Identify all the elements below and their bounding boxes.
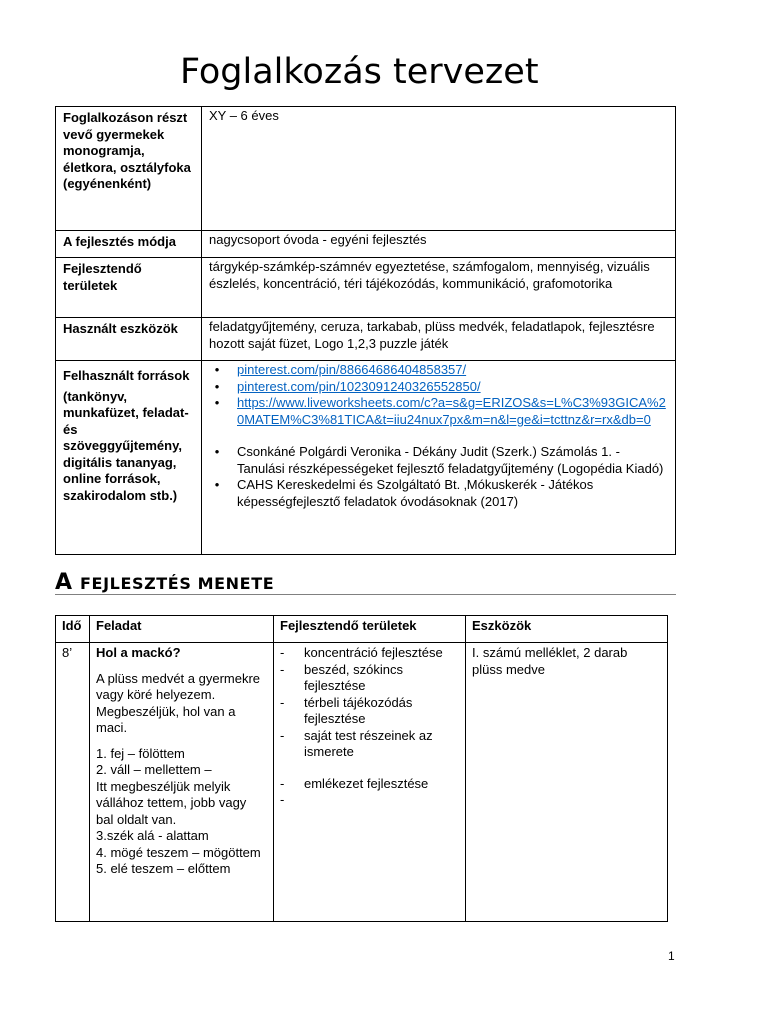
sources-label: Felhasznált források: [63, 368, 190, 383]
source-link-1[interactable]: pinterest.com/pin/88664686404858357/: [237, 362, 467, 377]
mode-value: nagycsoport óvoda - egyéni fejlesztés: [202, 231, 676, 258]
table-row: [56, 258, 676, 318]
task-intro: A plüss medvét a gyermekre vagy köré helyezem. Megbeszéljük, hol van a maci.: [96, 670, 261, 735]
tools-cell: I. számú melléklet, 2 darab plüss medve: [466, 643, 668, 922]
table-row: [56, 318, 676, 361]
header-tools: Eszközök: [466, 616, 668, 643]
header-time: Idő: [56, 616, 90, 643]
header-areas: Fejlesztendő területek: [274, 616, 466, 643]
list-item: [209, 379, 669, 396]
info-table: [55, 106, 676, 555]
table-row: [56, 361, 676, 555]
sources-sublabel: (tankönyv, munkafüzet, feladat- és szöveggyűjtemény, digitális tananyag, online források, szakirodalom stb.): [63, 388, 189, 503]
list-item: - beszéd, szókincs fejlesztése: [280, 662, 459, 695]
sources-label-cell: [56, 361, 202, 555]
header-task: Feladat: [90, 616, 274, 643]
page-number: 1: [668, 949, 675, 963]
participants-label: Foglalkozáson részt vevő gyermekek monogramja, életkora, osztályfoka (egyénenként): [56, 107, 202, 231]
table-row: [56, 231, 676, 258]
list-item: - koncentráció fejlesztése: [280, 645, 459, 662]
list-item: • CAHS Kereskedelmi és Szolgáltató Bt. ‚Mókuskerék - Játékos képességfejlesztő feladatok óvodásoknak (2017): [209, 477, 669, 510]
mode-label: A fejlesztés módja: [56, 231, 202, 258]
list-item: - saját test részeinek az ismerete: [280, 728, 459, 761]
section-heading: [55, 570, 676, 595]
page-title: Foglalkozás tervezet: [180, 52, 539, 92]
task-step: Itt megbeszéljük melyik vállához tettem, jobb vagy bal oldalt van.: [96, 778, 247, 827]
list-item: [280, 792, 459, 809]
list-item: - emlékezet fejlesztése: [280, 776, 459, 793]
source-link-2[interactable]: pinterest.com/pin/1023091240326552850/: [237, 378, 481, 394]
list-item: • Csonkáné Polgárdi Veronika - Dékány Judit (Szerk.) Számolás 1. - Tanulási részképességeket fejlesztő feladatgyűjtemény (Logopédia Kiadó): [209, 444, 669, 477]
list-item: [209, 395, 669, 428]
participants-value: XY – 6 éves: [202, 107, 676, 231]
table-row: [56, 643, 668, 922]
time-cell: 8’: [56, 643, 90, 922]
task-cell: [90, 643, 274, 922]
tools-label: Használt eszközök: [56, 318, 202, 361]
areas-cell: [274, 643, 466, 922]
table-row: [56, 107, 676, 231]
areas-list: [280, 645, 459, 809]
task-step: 5. elé teszem – előttem: [96, 861, 231, 876]
list-item: [209, 362, 669, 379]
tools-value: feladatgyűjtemény, ceruza, tarkabab, plüss medvék, feladatlapok, fejlesztésre hozott saját füzet, Logo 1,2,3 puzzle játék: [202, 318, 676, 361]
list-item: - térbeli tájékozódás fejlesztése: [280, 695, 459, 728]
process-table: [55, 615, 668, 922]
task-step: 4. mögé teszem – mögöttem: [96, 844, 261, 860]
task-step: 2. váll – mellettem –: [96, 762, 212, 777]
table-header-row: [56, 616, 668, 643]
source-link-3[interactable]: https://www.liveworksheets.com/c?a=s&g=ERIZOS&s=L%C3%93GICA%20MATEM%C3%81TICA&t=iiu24nux7px&m=n&l=ge&i=tcttnz&r=rx&db=0: [237, 395, 666, 427]
section-first-letter: A: [55, 570, 73, 595]
areas-label: Fejlesztendő területek: [56, 258, 202, 318]
section-rest: FEJLESZTÉS MENETE: [80, 574, 275, 593]
sources-value: [202, 361, 676, 555]
task-step: 1. fej – fölöttem: [96, 745, 185, 761]
task-step: 3.szék alá - alattam: [96, 828, 209, 843]
task-title: Hol a mackó?: [96, 645, 181, 660]
sources-list: [209, 362, 669, 510]
areas-value: tárgykép-számkép-számnév egyeztetése, számfogalom, mennyiség, vizuális észlelés, koncentráció, téri tájékozódás, kommunikáció, grafomotorika: [202, 258, 676, 318]
